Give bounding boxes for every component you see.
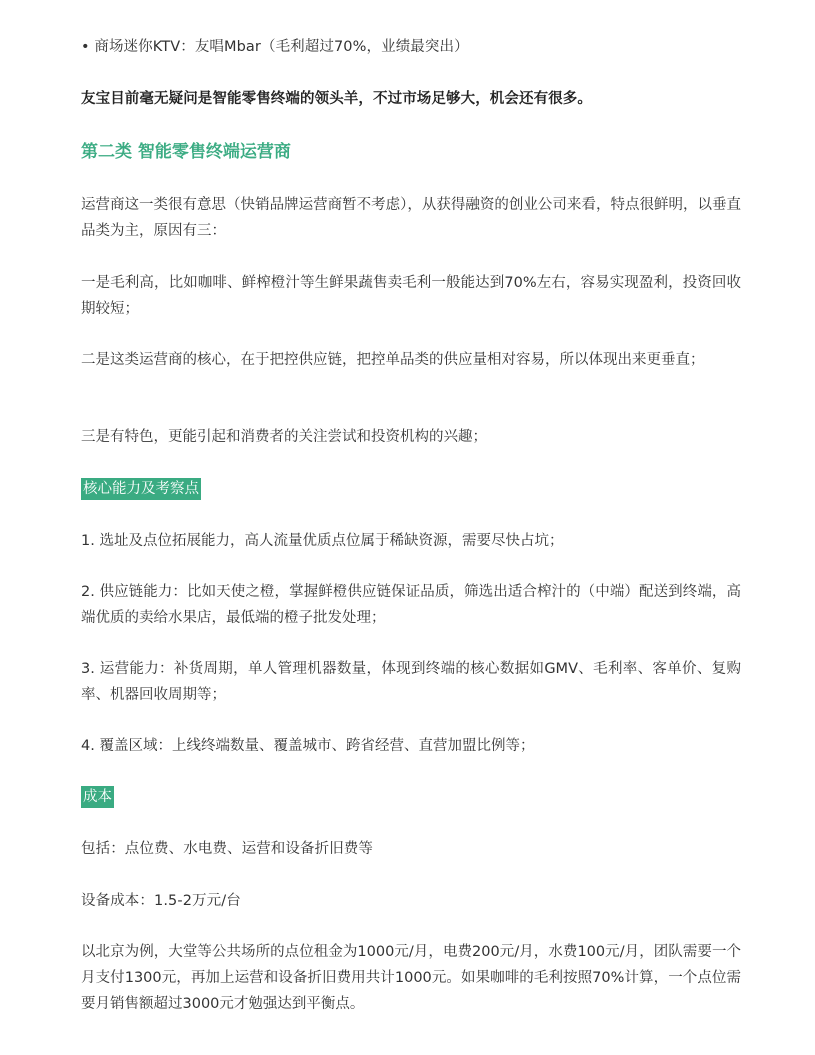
equipment-cost-line: 设备成本：1.5-2万元/台 (81, 893, 241, 909)
reason-paragraph-1: 一是毛利高，比如咖啡、鲜榨橙汁等生鲜果蔬售卖毛利一般能达到70%左右，容易实现盈利，投资回收期较短； (81, 275, 741, 317)
operators-intro-paragraph: 运营商这一类很有意思（快销品牌运营商暂不考虑），从获得融资的创业公司来看，特点很鲜明，以垂直品类为主，原因有三： (81, 197, 741, 239)
reason-paragraph-3: 三是有特色，更能引起和消费者的关注尝试和投资机构的兴趣； (81, 429, 487, 445)
core-ability-item-4: 4. 覆盖区域：上线终端数量、覆盖城市、跨省经营、直营加盟比例等； (81, 738, 535, 754)
beijing-example-paragraph: 以北京为例，大堂等公共场所的点位租金为1000元/月，电费200元/月，水费100元/月，团队需要一个月支付1300元，再加上运营和设备折旧费用共计1000元。如果咖啡的毛利按照70%计算，一个点位需要月销售额超过3000元才勉强达到平衡点。 (81, 944, 741, 1012)
core-ability-item-3: 3. 运营能力：补货周期，单人管理机器数量，体现到终端的核心数据如GMV、毛利率、客单价、复购率、机器回收周期等； (81, 661, 741, 703)
highlight-statement: 友宝目前毫无疑问是智能零售终端的领头羊，不过市场足够大，机会还有很多。 (81, 91, 592, 107)
core-ability-tag: 核心能力及考察点 (81, 478, 201, 500)
core-ability-item-2: 2. 供应链能力：比如天使之橙，掌握鲜橙供应链保证品质，筛选出适合榨汁的（中端）配送到终端，高端优质的卖给水果店，最低端的橙子批发处理； (81, 584, 741, 626)
reason-paragraph-2: 二是这类运营商的核心，在于把控供应链，把控单品类的供应量相对容易，所以体现出来更垂直； (81, 352, 705, 368)
section-title-operators: 第二类 智能零售终端运营商 (81, 142, 291, 162)
cost-includes-line: 包括：点位费、水电费、运营和设备折旧费等 (81, 841, 373, 857)
core-ability-item-1: 1. 选址及点位拓展能力，高人流量优质点位属于稀缺资源，需要尽快占坑； (81, 533, 564, 549)
bullet-item-ktv: • 商场迷你KTV：友唱Mbar（毛利超过70%，业绩最突出） (81, 39, 469, 55)
cost-tag: 成本 (81, 786, 114, 808)
